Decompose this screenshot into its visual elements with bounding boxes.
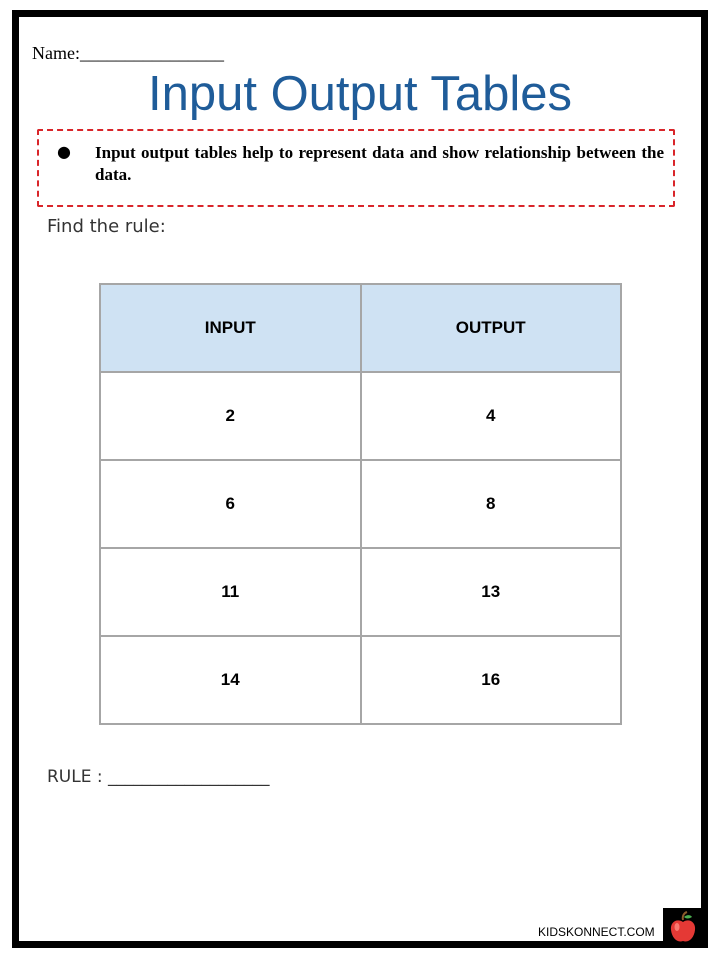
- footer-brand: KIDSKONNECT.COM: [538, 925, 655, 939]
- input-cell: 2: [100, 372, 361, 460]
- input-header: INPUT: [100, 284, 361, 372]
- rule-answer-line: RULE : ___________________: [47, 767, 270, 787]
- input-cell: 11: [100, 548, 361, 636]
- info-text: Input output tables help to represent data and show relationship between the data.: [95, 143, 664, 184]
- page-title: Input Output Tables: [147, 67, 573, 121]
- input-cell: 14: [100, 636, 361, 724]
- output-header: OUTPUT: [361, 284, 622, 372]
- output-cell: 8: [361, 460, 622, 548]
- table-header-row: [100, 284, 621, 372]
- table-row: [100, 372, 621, 460]
- table-row: [100, 460, 621, 548]
- output-cell: 4: [361, 372, 622, 460]
- bullet-icon: ●: [57, 142, 71, 161]
- input-output-table: [99, 283, 622, 725]
- name-field-line: Name:________________: [32, 43, 224, 63]
- apple-icon: [663, 908, 703, 948]
- table-row: [100, 636, 621, 724]
- table-row: [100, 548, 621, 636]
- output-cell: 13: [361, 548, 622, 636]
- find-rule-prompt: Find the rule:: [47, 216, 166, 237]
- output-cell: 16: [361, 636, 622, 724]
- input-cell: 6: [100, 460, 361, 548]
